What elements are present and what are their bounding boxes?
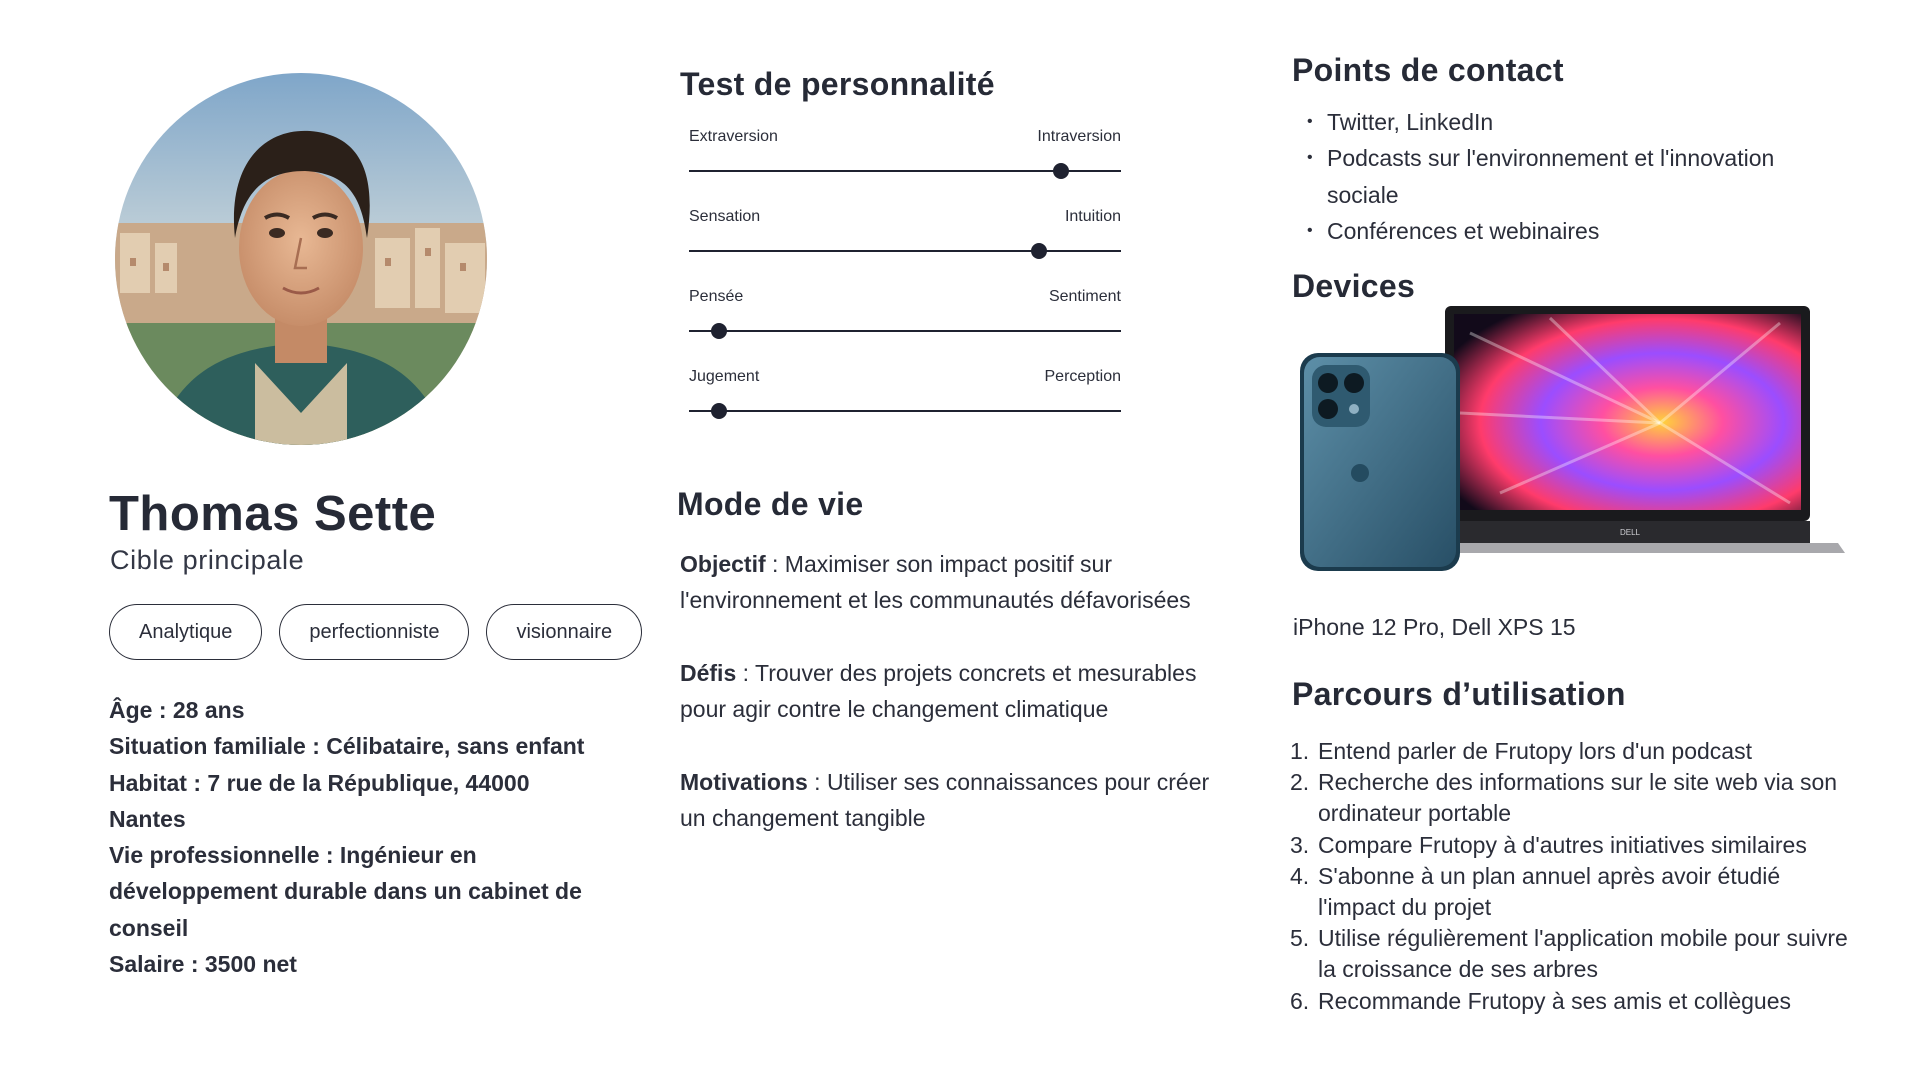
tag-analytique[interactable]: Analytique [109, 604, 262, 660]
journey-title: Parcours d’utilisation [1292, 676, 1626, 712]
detail-job-line3: conseil [109, 914, 189, 941]
scale-jugement [689, 368, 1121, 448]
scale-right-label: Sentiment [1048, 288, 1121, 305]
contact-item: • Podcasts sur l'environnement et l'innovation sociale [1290, 140, 1850, 213]
journey-list [1290, 736, 1850, 1017]
tag-perfectionniste[interactable]: perfectionniste [279, 604, 469, 660]
contact-item: • Conférences et webinaires [1290, 213, 1850, 249]
scale-left-label: Jugement [689, 368, 760, 385]
contact-item: • Twitter, LinkedIn [1290, 104, 1850, 140]
scale-knob[interactable] [1053, 163, 1069, 179]
journey-step [1290, 986, 1850, 1017]
detail-age: Âge : 28 ans [109, 697, 245, 723]
detail-job: Vie professionnelle : Ingénieur en [109, 842, 477, 869]
scale-left-label: Extraversion [689, 128, 778, 145]
journey-step [1290, 736, 1850, 767]
scale-right-label: Perception [1044, 368, 1121, 385]
step-text: Entend parler de Frutopy lors d'un podcast [1318, 738, 1752, 764]
journey-step [1290, 830, 1850, 861]
step-number: 6. [1290, 987, 1310, 1014]
persona-name: Thomas Sette [109, 487, 437, 541]
scale-sensation [689, 208, 1121, 288]
objective-text: : Maximiser son impact positif sur l'environnement et les communautés défavorisées [680, 551, 1191, 614]
profile-photo [115, 73, 487, 445]
scale-knob[interactable] [1031, 243, 1047, 259]
detail-family: Situation familiale : Célibataire, sans enfant [109, 733, 585, 760]
step-text: Recherche des informations sur le site web via son ordinateur portable [1318, 769, 1838, 827]
detail-job-line2: développement durable dans un cabinet de [109, 878, 582, 905]
detail-habitat: Habitat : 7 rue de la République, 44000 [109, 769, 530, 796]
lifestyle-challenges [680, 655, 1240, 728]
step-number: 4. [1290, 862, 1310, 889]
step-number: 2. [1290, 769, 1310, 796]
step-text: Compare Frutopy à d'autres initiatives similaires [1318, 831, 1807, 858]
scale-track [689, 410, 1121, 412]
scale-track [689, 330, 1121, 332]
step-text: Recommande Frutopy à ses amis et collègues [1318, 987, 1791, 1014]
contact-title: Points de contact [1292, 52, 1564, 88]
scale-knob[interactable] [711, 403, 727, 419]
journey-step [1290, 923, 1850, 985]
lifestyle-objective [680, 546, 1240, 619]
persona-details [109, 692, 629, 982]
lifestyle-section [680, 546, 1240, 873]
devices-title: Devices [1292, 268, 1416, 304]
persona-subtitle: Cible principale [110, 545, 305, 575]
objective-label: Objectif [680, 551, 766, 577]
journey-step [1290, 767, 1850, 829]
lifestyle-motivations [680, 764, 1240, 837]
scale-extraversion [689, 128, 1121, 208]
journey-step [1290, 861, 1850, 923]
tag-visionnaire[interactable]: visionnaire [486, 604, 642, 660]
detail-salary: Salaire : 3500 net [109, 951, 297, 978]
motivations-label: Motivations [680, 768, 808, 795]
challenges-label: Défis [680, 659, 737, 686]
challenges-text: : Trouver des projets concrets et mesurables pour agir contre le changement climatique [680, 659, 1197, 723]
scale-track [689, 250, 1121, 252]
scale-knob[interactable] [711, 323, 727, 339]
motivations-text: : Utiliser ses connaissances pour créer un changement tangible [680, 768, 1210, 832]
lifestyle-title: Mode de vie [677, 486, 864, 522]
scale-right-label: Intraversion [1037, 128, 1121, 145]
step-text: Utilise régulièrement l'application mobile pour suivre la croissance de ses arbres [1318, 925, 1848, 983]
detail-habitat-city: Nantes [109, 805, 186, 832]
step-number: 3. [1290, 831, 1310, 858]
personality-scales [689, 128, 1121, 448]
step-number: 5. [1290, 925, 1310, 952]
scale-left-label: Sensation [689, 208, 761, 225]
step-number: 1. [1290, 738, 1310, 764]
contact-list [1290, 104, 1850, 249]
scale-left-label: Pensée [689, 288, 744, 305]
step-text: S'abonne à un plan annuel après avoir étudié l'impact du projet [1318, 862, 1781, 921]
trait-tags [109, 604, 642, 660]
personality-title: Test de personnalité [680, 66, 995, 102]
scale-right-label: Intuition [1064, 208, 1121, 225]
devices-caption: iPhone 12 Pro, Dell XPS 15 [1293, 614, 1576, 640]
scale-pensee [689, 288, 1121, 368]
laptop-brand-label: DELL [1619, 528, 1641, 537]
devices-image [1300, 303, 1845, 573]
